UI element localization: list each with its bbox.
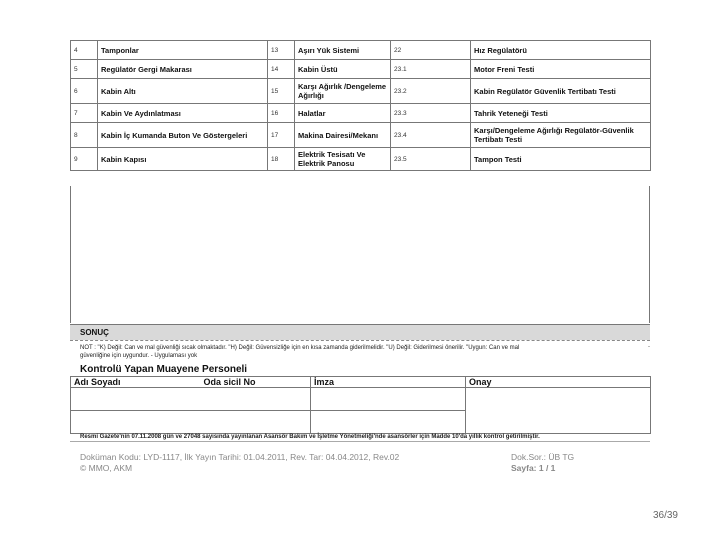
- checklist-row: [71, 60, 651, 79]
- item-number: 14: [268, 60, 295, 79]
- item-number: 18: [268, 148, 295, 171]
- item-label: Tamponlar: [98, 41, 268, 60]
- item-label: Makina Dairesi/Mekanı: [295, 123, 391, 148]
- footer-left: [80, 452, 399, 474]
- item-label: Kabin Altı: [98, 79, 268, 104]
- item-number: 13: [268, 41, 295, 60]
- item-number: 6: [71, 79, 98, 104]
- item-label: Karşı Ağırlık /Dengeleme Ağırlığı: [295, 79, 391, 104]
- name-cell: [71, 388, 311, 411]
- doc-code: Doküman Kodu: LYD-1117, İlk Yayın Tarihi: 01.04.2011, Rev. Tar: 04.04.2012, Rev.02: [80, 452, 400, 462]
- checklist-row: [71, 123, 651, 148]
- col-name-header: Adı Soyadı: [71, 377, 201, 388]
- org-name: © MMO, AKM: [80, 463, 133, 473]
- item-number: 7: [71, 104, 98, 123]
- item-number: 23.5: [391, 148, 471, 171]
- checklist-row: [71, 79, 651, 104]
- col-onay-header: Onay: [466, 377, 651, 388]
- item-label: Tampon Testi: [471, 148, 651, 171]
- item-label: Kabin Ve Aydınlatması: [98, 104, 268, 123]
- note-line-1: NOT : "K) Değil: Can ve mal güvenliği sıcak olmaktadır. "H) Değil: Güvensizliğe için en kısa zamanda giderilmelidir. "U) Değil: Giderilmesi önerilir. "Uygun: Can ve mal: [80, 345, 520, 351]
- item-label: Motor Freni Testi: [471, 60, 651, 79]
- checklist-table: [70, 40, 651, 171]
- doc-number: Dok.Sor.: ÜB TG: [511, 452, 575, 462]
- item-label: Elektrik Tesisatı Ve Elektrik Panosu: [295, 148, 391, 171]
- page-label: Sayfa: 1 / 1: [511, 463, 556, 473]
- col-sicil-header: Oda sicil No: [201, 377, 311, 388]
- note-text: [80, 344, 650, 360]
- approval-cell: [466, 388, 651, 434]
- item-number: 23.2: [391, 79, 471, 104]
- personnel-table: [70, 376, 651, 434]
- item-number: 4: [71, 41, 98, 60]
- note-line-2: güvenliğine için uygundur. - Uygulaması yok: [80, 353, 198, 359]
- signature-cell: [311, 388, 466, 411]
- item-number: 5: [71, 60, 98, 79]
- checklist-row: [71, 148, 651, 171]
- edge-mark: -: [648, 344, 650, 350]
- name-cell: [71, 411, 311, 434]
- item-label: Kabin Üstü: [295, 60, 391, 79]
- signature-cell: [311, 411, 466, 434]
- sonuc-header: SONUÇ: [70, 324, 650, 340]
- item-number: 8: [71, 123, 98, 148]
- col-imza-header: İmza: [311, 377, 466, 388]
- checklist-row: [71, 104, 651, 123]
- item-label: Kabin Regülatör Güvenlik Tertibatı Testi: [471, 79, 651, 104]
- item-label: Karşı/Dengeleme Ağırlığı Regülatör-Güvenlik Tertibatı Testi: [471, 123, 651, 148]
- regulation-note: Resmi Gazete'nin 07.11.2008 gün ve 27048 sayısında yayınlanan Asansör Bakım ve İşletme Yönetmeliği'nde asansörler için Madde 10'da yıllık kontrol getirilmiştir.: [80, 434, 540, 440]
- item-number: 15: [268, 79, 295, 104]
- item-label: Aşırı Yük Sistemi: [295, 41, 391, 60]
- footer-right: [511, 452, 574, 474]
- item-number: 23.3: [391, 104, 471, 123]
- item-label: Hız Regülatörü: [471, 41, 651, 60]
- checklist-row: [71, 41, 651, 60]
- blank-area: [70, 186, 650, 323]
- item-label: Kabin Kapısı: [98, 148, 268, 171]
- item-number: 22: [391, 41, 471, 60]
- item-number: 9: [71, 148, 98, 171]
- item-label: Halatlar: [295, 104, 391, 123]
- item-number: 16: [268, 104, 295, 123]
- item-label: Kabin İç Kumanda Buton Ve Göstergeleri: [98, 123, 268, 148]
- divider: [70, 340, 650, 341]
- item-number: 23.4: [391, 123, 471, 148]
- item-label: Tahrik Yeteneği Testi: [471, 104, 651, 123]
- item-label: Regülatör Gergi Makarası: [98, 60, 268, 79]
- personnel-title: Kontrolü Yapan Muayene Personeli: [80, 364, 248, 375]
- divider: [70, 441, 650, 442]
- item-number: 23.1: [391, 60, 471, 79]
- slide-number: 36/39: [652, 510, 678, 521]
- item-number: 17: [268, 123, 295, 148]
